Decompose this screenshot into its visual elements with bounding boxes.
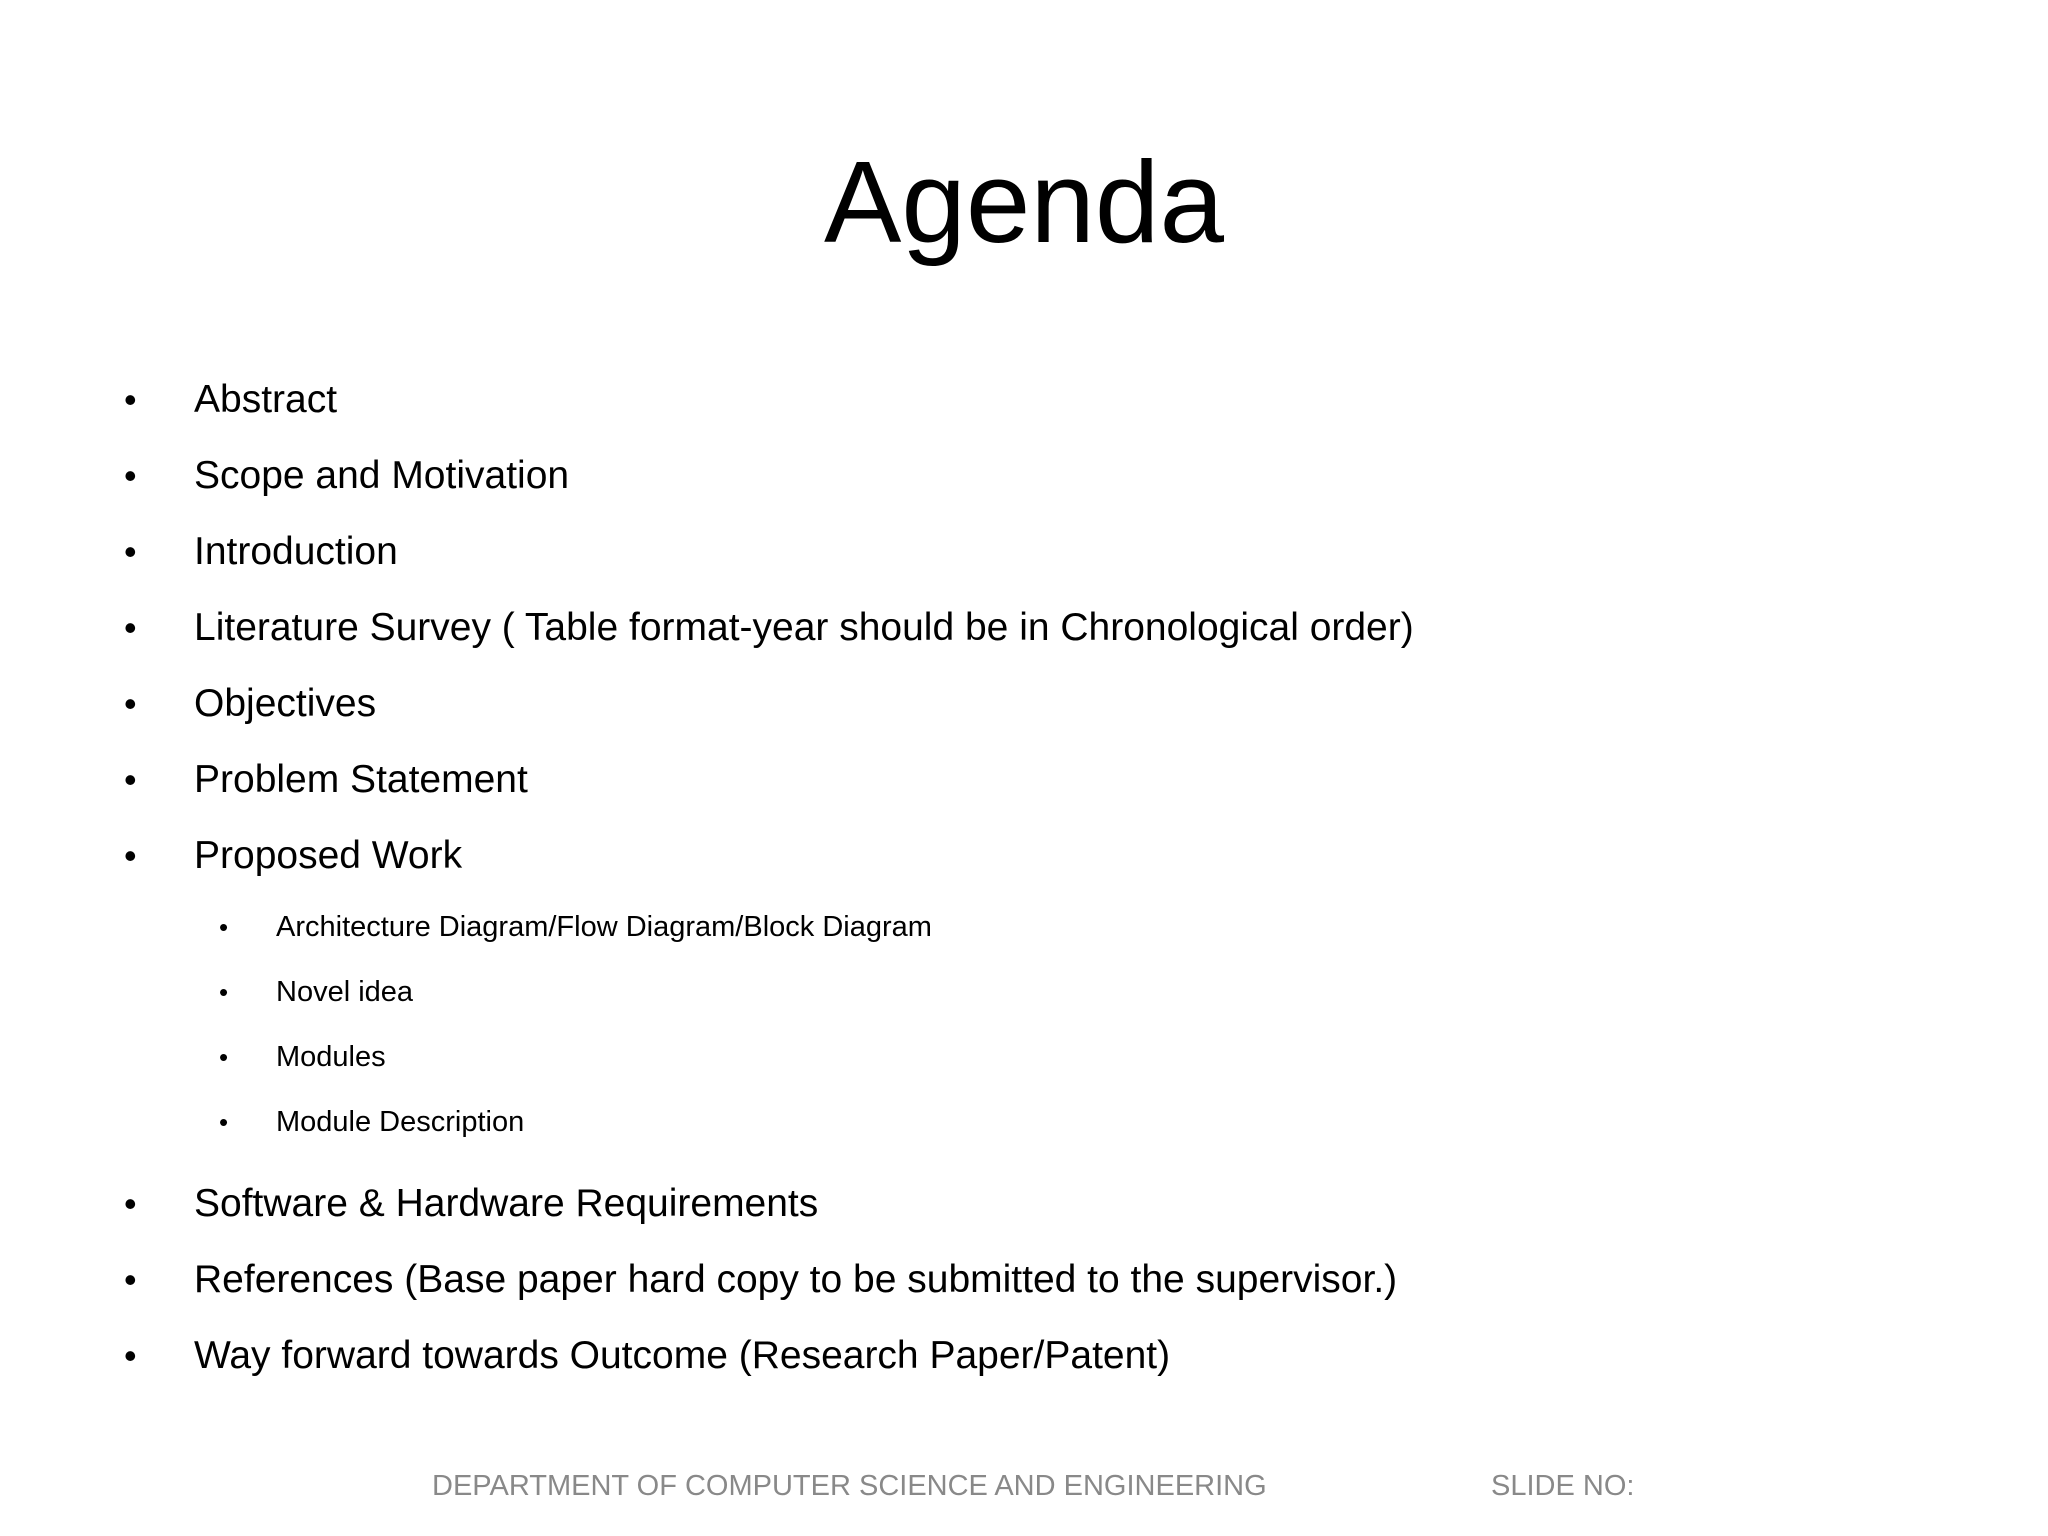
agenda-item-software-hardware-requirements (0, 1174, 2048, 1250)
agenda-item-label: Way forward towards Outcome (Research Paper/Patent) (194, 1334, 1171, 1377)
bullet-icon: • (124, 1183, 137, 1224)
bullet-icon: • (124, 531, 137, 572)
bullet-icon: • (124, 835, 137, 876)
agenda-item-label: Scope and Motivation (194, 454, 570, 497)
agenda-item-label: Literature Survey ( Table format-year should be in Chronological order) (194, 606, 1414, 649)
agenda-item-label: Software & Hardware Requirements (194, 1182, 819, 1225)
agenda-subitem-novel-idea (0, 967, 2048, 1032)
agenda-subitem-label: Novel idea (276, 976, 414, 1008)
agenda-item-label: References (Base paper hard copy to be submitted to the supervisor.) (194, 1258, 1398, 1301)
agenda-subitem-architecture-diagram (0, 902, 2048, 967)
bullet-icon: • (219, 1042, 229, 1072)
bullet-icon: • (219, 977, 229, 1007)
agenda-item-way-forward (0, 1326, 2048, 1402)
agenda-item-literature-survey (0, 598, 2048, 674)
agenda-subitem-modules (0, 1032, 2048, 1097)
bullet-icon: • (124, 1259, 137, 1300)
slide-title: Agenda (824, 137, 1224, 267)
agenda-list (0, 370, 2048, 1402)
agenda-item-label: Proposed Work (194, 834, 463, 877)
agenda-subitem-label: Module Description (276, 1106, 525, 1138)
agenda-subitem-label: Modules (276, 1041, 386, 1073)
agenda-item-scope-and-motivation (0, 446, 2048, 522)
bullet-icon: • (124, 683, 137, 724)
agenda-item-proposed-work (0, 826, 2048, 902)
bullet-icon: • (124, 455, 137, 496)
footer-department: DEPARTMENT OF COMPUTER SCIENCE AND ENGINEERING (432, 1470, 1267, 1502)
bullet-icon: • (219, 1107, 229, 1137)
agenda-item-label: Abstract (194, 378, 338, 421)
agenda-item-label: Introduction (194, 530, 398, 573)
agenda-item-label: Problem Statement (194, 758, 528, 801)
bullet-icon: • (124, 1335, 137, 1376)
bullet-icon: • (124, 607, 137, 648)
agenda-item-abstract (0, 370, 2048, 446)
footer-slide-number: SLIDE NO: (1491, 1470, 1635, 1502)
bullet-icon: • (124, 379, 137, 420)
bullet-icon: • (219, 912, 229, 942)
agenda-item-problem-statement (0, 750, 2048, 826)
agenda-subitem-label: Architecture Diagram/Flow Diagram/Block Diagram (276, 911, 932, 943)
agenda-item-label: Objectives (194, 682, 377, 725)
agenda-subitem-module-description (0, 1097, 2048, 1174)
agenda-item-objectives (0, 674, 2048, 750)
agenda-item-introduction (0, 522, 2048, 598)
bullet-icon: • (124, 759, 137, 800)
agenda-item-references (0, 1250, 2048, 1326)
